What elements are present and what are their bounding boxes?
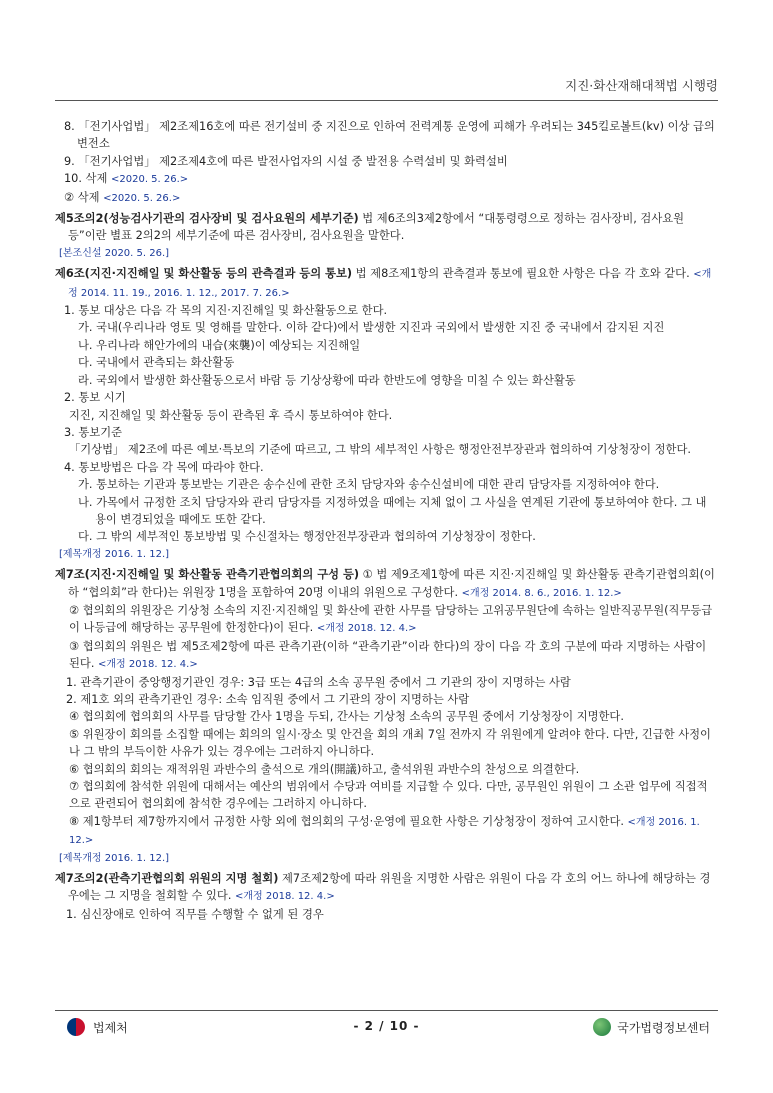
- law-center-logo-icon: [593, 1018, 611, 1036]
- paragraph-2: ② 협의회의 위원장은 기상청 소속의 지진·지진해일 및 화산에 관한 사무를 담당하는 고위공무원단에 속하는 일반직공무원(직무등급이 나등급에 해당하는 공무원에 한정한다)이 된다. <개정 2018. 12. 4.>: [69, 603, 713, 635]
- item-1: 1. 관측기관이 중앙행정기관인 경우: 3급 또는 4급의 소속 공무원 중에서 그 기관의 장이 지명하는 사람: [66, 675, 571, 689]
- item-2: 2. 통보 시기: [64, 391, 126, 405]
- item-3: 3. 통보기준: [64, 425, 123, 439]
- footer-left-label: 법제처: [93, 1020, 128, 1035]
- paragraph-7: ⑦ 협의회에 참석한 위원에 대해서는 예산의 범위에서 수당과 여비를 지급할 수 있다. 다만, 공무원인 위원이 그 소관 업무에 직접적으로 관련되어 협의회에 참석한 경우에는 그러하지 아니하다.: [69, 780, 708, 811]
- article-heading: 제5조의2(성능검사기관의 검사장비 및 검사요원의 세부기준): [55, 212, 359, 226]
- item-2: 2. 제1호 외의 관측기관인 경우: 소속 임직원 중에서 그 기관의 장이 지명하는 사람: [66, 693, 470, 706]
- header-divider: [55, 100, 718, 101]
- article-note: [제목개정 2016. 1. 12.]: [59, 852, 170, 864]
- subitem-da: 다. 국내에서 관측되는 화산활동: [78, 356, 235, 370]
- article-note: [본조신설 2020. 5. 26.]: [59, 247, 170, 259]
- subitem-na: 나. 우리나라 해안가에의 내습(來襲)이 예상되는 지진해일: [78, 338, 361, 352]
- footer-right-label: 국가법령정보센터: [617, 1020, 710, 1035]
- document-body: [55, 118, 715, 923]
- subitem-da: 다. 그 밖의 세부적인 통보방법 및 수신절차는 행정안전부장관과 협의하여 기상청장이 정한다.: [78, 530, 536, 544]
- footer-right: [593, 1018, 710, 1036]
- amendment-note: <2020. 5. 26.>: [103, 192, 181, 204]
- item-1: 1. 통보 대상은 다음 각 목의 지진·지진해일 및 화산활동으로 한다.: [64, 304, 388, 318]
- footer-divider: [55, 1010, 718, 1011]
- page-number: - 2 / 10 -: [353, 1019, 420, 1033]
- subitem-ga: 가. 국내(우리나라 영토 및 영해를 말한다. 이하 같다)에서 발생한 지진과 국외에서 발생한 지진 중 국내에서 감지된 지진: [78, 321, 665, 335]
- article-heading: 제7조의2(관측기관협의회 위원의 지명 철회): [55, 872, 279, 886]
- subitem-na: 나. 가목에서 규정한 조치 담당자와 관리 담당자를 지정하였을 때에는 지체 없이 그 사실을 연계된 기관에 통보하여야 한다. 그 내용이 변경되었을 때에도 또한 같다.: [78, 495, 707, 526]
- item-1: 1. 심신장애로 인하여 직무를 수행할 수 없게 된 경우: [66, 907, 324, 921]
- amendment-note: <개정 2018. 12. 4.>: [98, 659, 198, 671]
- article-5-2: 제5조의2(성능검사기관의 검사장비 및 검사요원의 세부기준) 법 제6조의3제2항에서 “대통령령으로 정하는 검사장비, 검사요원 등”이란 별표 2의2의 세부기준에 따른 검사장비, 검사요원을 말한다.: [55, 212, 685, 243]
- article-7: 제7조(지진·지진해일 및 화산활동 관측기관협의회의 구성 등) ① 법 제9조제1항에 따른 지진·지진해일 및 화산활동 관측기관협의회(이하 “협의회”라 한다)는 위원장 1명을 포함하여 20명 이내의 위원으로 구성한다. <개정 2014. 8. 6., 2016. 1. 12.>: [55, 568, 715, 599]
- amendment-note: <개정 2016. 1. 12.>: [69, 816, 700, 847]
- page-footer: [55, 1017, 718, 1039]
- item-9: 9. 「전기사업법」 제2조제4호에 따른 발전사업자의 시설 중 발전용 수력설비 및 화력설비: [64, 154, 508, 168]
- article-6: 제6조(지진·지진해일 및 화산활동 등의 관측결과 등의 통보) 법 제8조제1항의 관측결과 통보에 필요한 사항은 다음 각 호와 같다. <개정 2014. 11. 19., 2016. 1. 12., 2017. 7. 26.>: [55, 267, 712, 299]
- paragraph-8: ⑧ 제1항부터 제7항까지에서 규정한 사항 외에 협의회의 구성·운영에 필요한 사항은 기상청장이 정하여 고시한다. <개정 2016. 1. 12.>: [69, 814, 700, 847]
- paragraph-3: ③ 협의회의 위원은 법 제5조제2항에 따른 관측기관(이하 “관측기관”이라 한다)의 장이 다음 각 호의 구분에 따라 지명하는 사람이 된다. <개정 2018. 12. 4.>: [69, 639, 707, 671]
- amendment-note: <개정 2014. 11. 19., 2016. 1. 12., 2017. 7. 26.>: [68, 269, 712, 299]
- article-note: [제목개정 2016. 1. 12.]: [59, 548, 170, 560]
- item-4: 4. 통보방법은 다음 각 목에 따라야 한다.: [64, 460, 264, 474]
- amendment-note: <2020. 5. 26.>: [110, 174, 189, 186]
- subitem-ga: 가. 통보하는 기관과 통보받는 기관은 송수신에 관한 조치 담당자와 송수신설비에 대한 관리 담당자를 지정하여야 한다.: [78, 478, 660, 492]
- amendment-note: <개정 2018. 12. 4.>: [316, 623, 417, 635]
- paragraph-5: ⑤ 위원장이 회의를 소집할 때에는 회의의 일시·장소 및 안건을 회의 개최 7일 전까지 각 위원에게 알려야 한다. 다만, 긴급한 사정이나 그 밖의 부득이한 사유가 있는 경우에는 그러하지 아니하다.: [69, 727, 711, 759]
- page-header: [55, 76, 718, 98]
- article-7-2: 제7조의2(관측기관협의회 위원의 지명 철회) 제7조제2항에 따라 위원을 지명한 사람은 위원이 다음 각 호의 어느 하나에 해당하는 경우에는 그 지명을 철회할 수 있다. <개정 2018. 12. 4.>: [55, 872, 711, 903]
- amendment-note: <개정 2014. 8. 6., 2016. 1. 12.>: [461, 587, 622, 599]
- article-heading: 제7조(지진·지진해일 및 화산활동 관측기관협의회의 구성 등): [55, 568, 360, 582]
- paragraph-4: ④ 협의회에 협의회의 사무를 담당할 간사 1명을 두되, 간사는 기상청 소속의 공무원 중에서 기상청장이 지명한다.: [69, 710, 624, 724]
- item-3-text: 「기상법」 제2조에 따른 예보·특보의 기준에 따르고, 그 밖의 세부적인 사항은 행정안전부장관과 협의하여 기상청장이 정한다.: [69, 443, 691, 457]
- article-heading: 제6조(지진·지진해일 및 화산활동 등의 관측결과 등의 통보): [55, 267, 353, 281]
- item-8: 8. 「전기사업법」 제2조제16호에 따른 전기설비 중 지진으로 인하여 전력계통 운영에 피해가 우려되는 345킬로볼트(kv) 이상 급의 변전소: [64, 120, 715, 151]
- subitem-ra: 라. 국외에서 발생한 화산활동으로서 바람 등 기상상황에 따라 한반도에 영향을 미칠 수 있는 화산활동: [78, 373, 576, 387]
- amendment-note: <개정 2018. 12. 4.>: [235, 891, 335, 903]
- item-10: 10. 삭제 <2020. 5. 26.>: [64, 172, 189, 186]
- document-title: 지진·화산재해대책법 시행령: [565, 78, 718, 93]
- item-2-text: 지진, 지진해일 및 화산활동 등이 관측된 후 즉시 통보하여야 한다.: [69, 408, 393, 422]
- paragraph-2: ② 삭제 <2020. 5. 26.>: [64, 190, 181, 204]
- paragraph-6: ⑥ 협의회의 회의는 재적위원 과반수의 출석으로 개의(開議)하고, 출석위원 과반수의 찬성으로 의결한다.: [69, 762, 580, 776]
